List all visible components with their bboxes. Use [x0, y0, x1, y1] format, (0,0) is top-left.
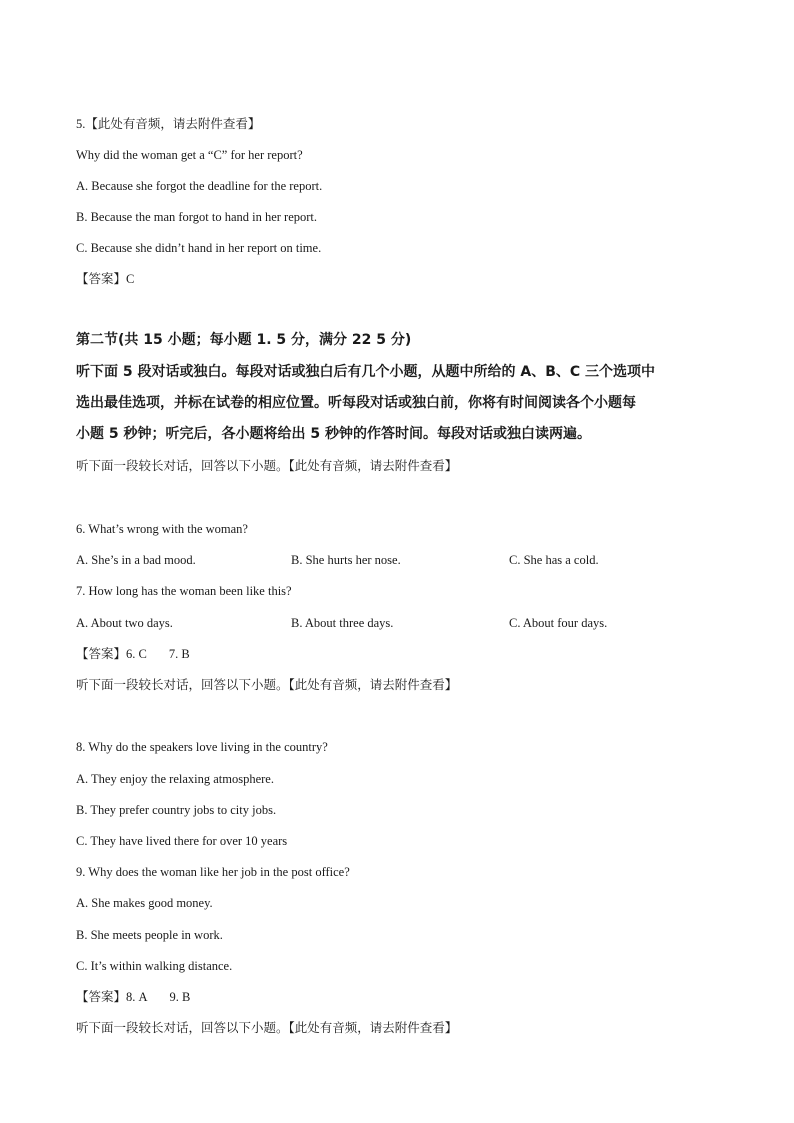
q8-option-a: A. They enjoy the relaxing atmosphere.	[76, 772, 274, 786]
q7-option-c: C. About four days.	[509, 616, 608, 630]
q5-answer	[76, 271, 134, 287]
q5-option-c: C. Because she didn’t hand in her report on time.	[76, 241, 322, 255]
q6-option-a: A. She’s in a bad mood.	[76, 553, 196, 567]
section2-instruction-2: 选出最佳选项，并标在试卷的相应位置。听每段对话或独白前，你将有时间阅读各个小题每	[76, 395, 636, 411]
q5-answer-value: C	[126, 272, 135, 286]
q6-answer: 6. C	[126, 647, 147, 661]
q8-option-b: B. They prefer country jobs to city jobs.	[76, 803, 277, 817]
section2-instruction-3: 小题 5 秒钟；听完后，各小题将给出 5 秒钟的作答时间。每段对话或独白读两遍。	[76, 426, 591, 442]
q8-question: 8. Why do the speakers love living in the country?	[76, 740, 328, 754]
q8-option-c: C. They have lived there for over 10 years	[76, 834, 288, 848]
q5-audio-note: 【此处有音频，请去附件查看】	[85, 116, 261, 131]
q9-option-a: A. She makes good money.	[76, 896, 213, 910]
q6-question: 6. What’s wrong with the woman?	[76, 522, 248, 536]
group3-intro: 听下面一段较长对话，回答以下小题。【此处有音频，请去附件查看】	[76, 1020, 458, 1035]
q6-option-b: B. She hurts her nose.	[291, 553, 401, 567]
q5-question: Why did the woman get a “C” for her report?	[76, 148, 303, 162]
section2-heading: 第二节(共 15 小题；每小题 1. 5 分，满分 22 5 分)	[76, 332, 412, 348]
q5-header	[76, 116, 260, 132]
q9-option-b: B. She meets people in work.	[76, 928, 223, 942]
q7-option-b: B. About three days.	[291, 616, 394, 630]
q5-option-b: B. Because the man forgot to hand in her report.	[76, 210, 318, 224]
q5-number: 5.	[76, 117, 86, 131]
section2-instruction-1: 听下面 5 段对话或独白。每段对话或独白后有几个小题，从题中所给的 A、B、C 三个选项中	[76, 364, 656, 380]
q6-option-c: C. She has a cold.	[509, 553, 599, 567]
group1-answer	[76, 646, 190, 662]
group2-intro: 听下面一段较长对话，回答以下小题。【此处有音频，请去附件查看】	[76, 677, 458, 692]
q5-option-a: A. Because she forgot the deadline for the report.	[76, 179, 323, 193]
q9-question: 9. Why does the woman like her job in the post office?	[76, 865, 350, 879]
answer-tag: 【答案】	[76, 989, 127, 1004]
q7-question: 7. How long has the woman been like this?	[76, 584, 292, 598]
q8-answer: 8. A	[126, 990, 148, 1004]
q7-answer: 7. B	[168, 647, 190, 661]
answer-tag: 【答案】	[76, 646, 127, 661]
q9-option-c: C. It’s within walking distance.	[76, 959, 233, 973]
q7-option-a: A. About two days.	[76, 616, 173, 630]
answer-tag: 【答案】	[76, 271, 127, 286]
q9-answer: 9. B	[169, 990, 191, 1004]
group1-intro: 听下面一段较长对话，回答以下小题。【此处有音频，请去附件查看】	[76, 458, 458, 473]
group2-answer	[76, 989, 190, 1005]
